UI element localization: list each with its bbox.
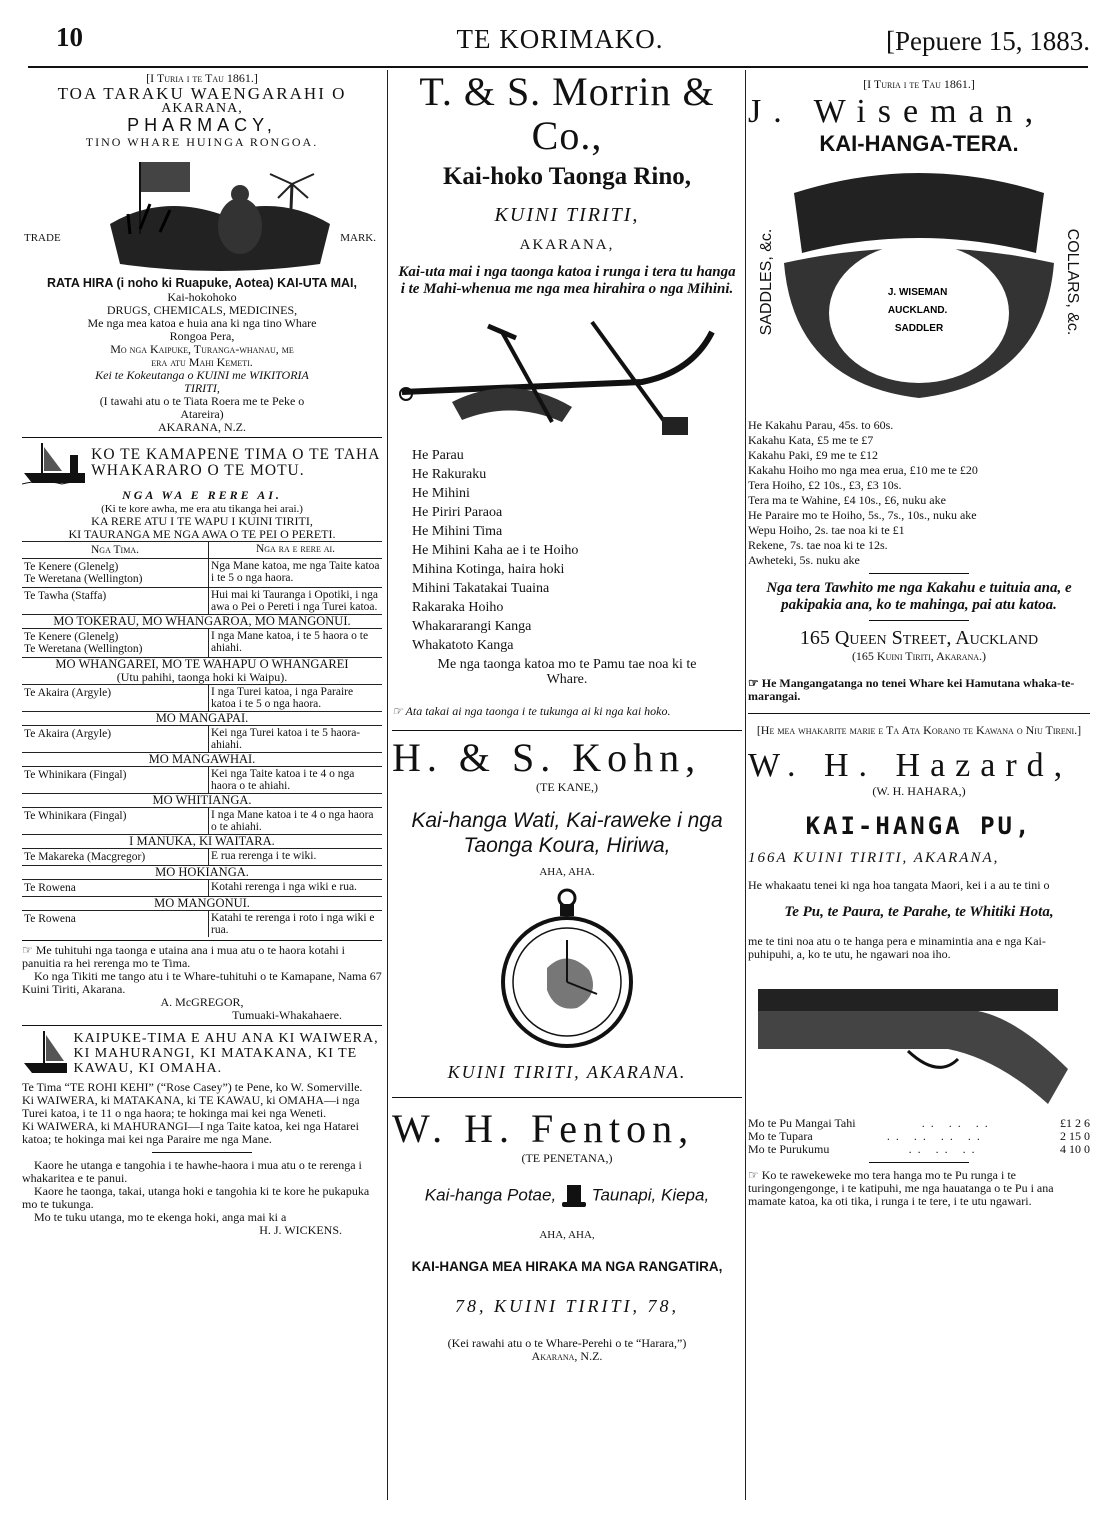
gun-label: Mo te Pu Mangai Tahi [748, 1116, 856, 1130]
mark-label: MARK. [340, 232, 376, 244]
list-item: Rakaraka Hoiho [412, 600, 504, 615]
ad-subtitle: (TE KANE,) [536, 780, 598, 794]
ad-paragraph: Te Tima “TE ROHI KEHI” (“Rose Casey”) te Pene, ko W. Somerville. [22, 1080, 363, 1094]
established-note: [I Turia i te Tau 1861.] [863, 77, 975, 91]
list-item: Rekene, 7s. tae noa ki te 12s. [748, 538, 888, 552]
ad-title: T. & S. Morrin & Co., [419, 70, 715, 158]
days-cell: I nga Turei katoa, i nga Paraire katoa i te 5 o nga haora. [208, 685, 382, 711]
ad-footer: Akarana, N.Z. [531, 1349, 603, 1363]
saddle-emblem [748, 163, 1090, 413]
packing-note [392, 705, 742, 718]
ad-subtitle: (W. H. HAHARA,) [872, 784, 966, 798]
hazard-ad [748, 724, 1090, 1208]
divider [869, 620, 969, 621]
list-item: He Piriri Paraoa [412, 505, 503, 520]
ad-subtitle: KAI-HANGA-TERA. [819, 131, 1019, 156]
table-row [22, 807, 382, 834]
plough-image [392, 312, 732, 442]
divider [22, 940, 382, 941]
days-cell: I nga Mane katoa, i te 5 haora o te ahiahi. [208, 629, 382, 657]
section-heading: I MANUKA, KI WAITARA. [22, 834, 382, 848]
days-cell: Nga Mane katoa, me nga Taite katoa i te 5 o nga haora. [208, 559, 382, 587]
divider [22, 437, 382, 438]
section-heading: MO MANGAWHAI. [22, 752, 382, 766]
steamer-cell: Te Kenere (Glenelg) Te Weretana (Wellington) [24, 631, 143, 655]
days-cell: Kei nga Turei katoa i te 5 haora-ahiahi. [208, 726, 382, 752]
steamship-image [22, 1029, 67, 1077]
company-name: KO TE KAMAPENE TIMA O TE TAHA WHAKARARO O TE MOTU. [91, 446, 380, 479]
steamship-image [22, 441, 85, 485]
rifle-image [748, 979, 1078, 1109]
ad-paragraph: Kaore he taonga, takai, utanga hoki e tangohia ki te kore he pukapuka mo te tukunga. [22, 1184, 370, 1211]
ad-line: Atareira) [180, 407, 224, 421]
ad-line: era atu Mahi Kemeti. [151, 355, 253, 369]
divider [22, 1025, 382, 1026]
table-row [22, 848, 382, 865]
ad-title: W. H. Hazard, [748, 747, 1073, 784]
gun-price: £1 2 6 [1060, 1116, 1090, 1130]
ad-subtitle: (TE PENETANA,) [521, 1151, 613, 1165]
list-item: Kakahu Paki, £9 me te £12 [748, 448, 878, 462]
pocket-watch-image [497, 884, 637, 1054]
table-row: Mo te Pu Mangai Tahi .. .. .. £1 2 6 [748, 1116, 1090, 1130]
pharmacy-ad [22, 72, 382, 434]
divider [869, 573, 969, 574]
stamp-trade: SADDLER [894, 323, 944, 334]
divider [392, 1097, 742, 1098]
list-item: Whakararangi Kanga [412, 619, 532, 634]
ad-title-city: AKARANA, [161, 101, 243, 116]
pointing-hand-icon: ☞ [22, 943, 36, 957]
kohn-ad [392, 735, 742, 1083]
route-heading: KI TAURANGA ME NGA AWA O TE PEI O PERETI. [68, 527, 336, 541]
ad-italic-note: Te Pu, te Paura, te Parahe, te Whitiki Hota, [784, 904, 1054, 920]
steamer-company-ad [22, 441, 382, 1022]
ad-paragraph: Ki WAIWERA, ki MAHURANGI—I nga Taite katoa, kei nga Hatarei katoa; te hokinga mai kei nga Paraire me nga Mane. [22, 1119, 359, 1146]
list-item: Mihini Takatakai Tuaina [412, 581, 550, 596]
days-cell: E rua rerenga i te wiki. [208, 849, 382, 865]
list-item: Tera ma te Wahine, £4 10s., £6, nuku ake [748, 493, 946, 507]
appointment-notice: [He mea whakarite marie e Ta Ata Korano te Kawana o Niu Tireni.] [756, 723, 1082, 737]
description-part: Taunapi, Kiepa, [591, 1185, 710, 1205]
divider [869, 1162, 969, 1163]
ad-line: Kai-hokohoko [167, 290, 237, 304]
table-row [22, 628, 382, 657]
issue-date: [Pepuere 15, 1883. [886, 26, 1090, 56]
list-item: He Rakuraku [412, 467, 487, 482]
saddles-label: SADDLES, &c. [758, 228, 775, 336]
ticket-notice: Ko nga Tikiti me tango atu i te Whare-tuhituhi o te Kamapane, Nama 67 Kuini Tiriti, Akarana. [22, 969, 382, 996]
ad-paragraph: He whakaatu tenei ki nga hoa tangata Maori, kei i a au te tini o [748, 878, 1050, 892]
ad-address: KUINI TIRITI, AKARANA. [447, 1062, 687, 1082]
ad-line: AKARANA, N.Z. [158, 420, 246, 434]
note-text: Ko te rawekeweke mo tera hanga mo te Pu runga i te turingongengonge, i te katipuhi, me nga hauatanga o te Pu i ana mamate katoa, ka oti tika, i runga i te tere, i te utu ngawari. [748, 1168, 1054, 1208]
column-header-days: Nga ra e rere ai. [208, 542, 382, 558]
ad-line: Me nga mea katoa e huia ana ki nga tino Whare [87, 316, 317, 330]
column-2 [392, 70, 742, 1510]
column-3 [748, 70, 1090, 1510]
route-heading: KA RERE ATU I TE WAPU I KUINI TIRITI, [91, 514, 313, 528]
ad-line: Rongoa Pera, [169, 329, 235, 343]
steamer-cell: Te Akaira (Argyle) [24, 728, 112, 740]
ad-description: Kai-hanga Wati, Kai-raweke i nga Taonga Koura, Hiriwa, [411, 809, 723, 857]
ad-description [392, 1183, 742, 1209]
table-row: Mo te Purukumu .. .. .. 4 10 0 [748, 1142, 1090, 1156]
list-item: He Mihini [412, 486, 470, 501]
list-item: He Mihini Kaha ae i te Hoiho [412, 543, 579, 558]
ad-line: TIRITI, [184, 381, 220, 395]
steamer-cell: Te Tawha (Staffa) [24, 590, 107, 602]
steamer-cell: Te Makareka (Macgregor) [24, 851, 146, 863]
column-divider [387, 70, 388, 1500]
wiseman-ad [748, 78, 1090, 703]
section-heading: MO WHANGAREI, MO TE WAHAPU O WHANGAREI [22, 657, 382, 671]
steamer-cell: Te Kenere (Glenelg) Te Weretana (Wellington) [24, 561, 143, 585]
table-row [22, 587, 382, 614]
stamp-name: J. WISEMAN [887, 287, 948, 298]
gun-price-list [748, 1117, 1090, 1156]
established-note: [I Turia i te Tau 1861.] [146, 71, 258, 85]
ad-address: 165 Queen Street, Auckland [799, 627, 1039, 649]
repair-note [748, 1169, 1090, 1208]
ad-title: H. & S. Kohn, [392, 735, 702, 780]
steamer-cell: Te Akaira (Argyle) [24, 687, 112, 699]
pointing-hand-icon: ☞ [748, 1168, 762, 1182]
manager-name: A. McGREGOR, [160, 995, 244, 1009]
list-item: Kakahu Kata, £5 me te £7 [748, 433, 874, 447]
ad-paragraph: Ki WAIWERA, ki MATAKANA, ki TE KAWAU, ki OMAHA—i nga Turei katoa, i te 11 o nga haora; te hokinga mai kei nga Weneti. [22, 1093, 360, 1120]
divider [748, 713, 1090, 714]
column-divider [745, 70, 746, 1500]
column-1 [22, 70, 382, 1510]
table-row [22, 558, 382, 587]
ad-footer: Me nga taonga katoa mo te Pamu tae noa ki te Whare. [437, 657, 697, 687]
top-hat-icon [561, 1183, 587, 1209]
ad-address: 166A KUINI TIRITI, AKARANA, [748, 850, 1000, 866]
price-list [748, 419, 1090, 567]
pointing-hand-icon: ☞ [392, 704, 406, 718]
table-row [22, 725, 382, 752]
page-number: 10 [56, 22, 83, 52]
stamp-city: AUCKLAND. [887, 305, 948, 316]
aha-line: AHA, AHA, [539, 1229, 595, 1241]
route-title: KAIPUKE-TIMA E AHU ANA KI WAIWERA, KI MAHURANGI, KI MATAKANA, KI TE KAWAU, KI OMAHA. [73, 1030, 379, 1076]
table-row [22, 910, 382, 937]
section-heading: MO WHITIANGA. [22, 793, 382, 807]
ad-title: J. Wiseman, [748, 93, 1046, 130]
freight-notice [22, 944, 382, 970]
gun-price: 2 15 0 [1060, 1129, 1090, 1143]
section-heading: MO TOKERAU, MO WHANGAROA, MO MANGONUI. [22, 614, 382, 628]
newspaper-title: TE KORIMAKO. [456, 24, 664, 54]
kiwi-emblem-image [100, 154, 340, 272]
ad-paragraph: me te tini noa atu o te hanga pera e minamintia ana e nga Kai-puhipuhi, a, ko te utu, he ngawari noa iho. [748, 934, 1046, 961]
list-item: Awheteki, 5s. nuku ake [748, 553, 860, 567]
list-item: He Parau [412, 448, 464, 463]
ad-description: Kai-uta mai i nga taonga katoa i runga i tera tu hanga i te Mahi-whenua me nga mea hirahira o nga Mihini. [398, 264, 736, 297]
days-cell: Katahi te rerenga i roto i nga wiki e rua. [208, 911, 382, 937]
ad-footer: (Kei rawahi atu o te Whare-Perehi o te “Harara,”) [447, 1336, 687, 1350]
days-cell: Hui mai ki Tauranga i Opotiki, i nga awa o Pei o Pereti i nga Turei katoa. [208, 588, 382, 614]
ad-line: (I tawahi atu o te Tiata Roera me te Peke o [99, 394, 305, 408]
weather-note: (Ki te kore awha, me era atu tikanga hei arai.) [101, 503, 303, 515]
list-item: Kakahu Hoiho mo nga mea erua, £10 me te £20 [748, 463, 978, 477]
divider [392, 730, 742, 731]
steamer-cell: Te Whinikara (Fingal) [24, 810, 127, 822]
column-header-steamers: Nga Tima. [91, 544, 139, 556]
table-row [22, 766, 382, 793]
ad-subtitle: Kai-hoko Taonga Rino, [442, 163, 691, 190]
ad-address: 78, KUINI TIRITI, 78, [455, 1296, 679, 1316]
ad-address-maori: (165 Kuini Tiriti, Akarana.) [851, 649, 987, 663]
trade-label: TRADE [24, 232, 61, 244]
signature-name: H. J. WICKENS. [259, 1223, 342, 1237]
gun-price: 4 10 0 [1060, 1142, 1090, 1156]
days-cell: I nga Mane katoa i te 4 o nga haora o te ahiahi. [208, 808, 382, 834]
ad-title: TOA TARAKU WAENGARAHI O [57, 84, 347, 103]
ad-line: Mo nga Kaipuke, Turanga-whanau, me [110, 342, 294, 356]
description-part: Kai-hanga Potae, [424, 1185, 557, 1205]
ad-subtitle: TINO WHARE HUINGA RONGOA. [85, 135, 319, 149]
section-heading: MO MANGAPAI. [22, 711, 382, 725]
pointing-hand-icon: ☞ [748, 676, 762, 690]
morrin-ad [392, 70, 742, 718]
days-cell: Kei nga Taite katoa i te 4 o nga haora o te ahiahi. [208, 767, 382, 793]
product-list [412, 448, 742, 653]
page-header [30, 22, 1090, 62]
gun-label: Mo te Purukumu [748, 1142, 830, 1156]
divider [152, 1152, 252, 1153]
table-header [22, 541, 382, 558]
header-rule [28, 66, 1088, 68]
ad-line: DRUGS, CHEMICALS, MEDICINES, [106, 303, 298, 317]
schedule-heading: NGA WA E RERE AI. [122, 488, 282, 502]
note-text: He Mangangatanga no tenei Whare kei Hamutana whaka-te-marangai. [748, 676, 1075, 703]
steamer-cell: Te Whinikara (Fingal) [24, 769, 127, 781]
ad-line: KAI-HANGA MEA HIRAKA MA NGA RANGATIRA, [411, 1259, 723, 1274]
ad-italic-note: Nga tera Tawhito me nga Kakahu e tuituia ana, e pakipakia ana, ko te mahinga, pai atu katoa. [766, 580, 1072, 613]
gun-label: Mo te Tupara [748, 1129, 813, 1143]
list-item: He Mihini Tima [412, 524, 503, 539]
section-heading: MO HOKIANGA. [22, 865, 382, 879]
ad-paragraph: Mo te tuku utanga, mo te ekenga hoki, anga mai ki a [34, 1210, 287, 1224]
steamer-route-ad [22, 1029, 382, 1237]
note-text: Ata takai ai nga taonga i te tukunga ai ki nga kai hoko. [405, 704, 671, 718]
branch-note [748, 677, 1090, 703]
notice-text: Me tuhituhi nga taonga e utaina ana i mua atu o te haora kotahi i panuitia ra hei rerenga mo te Tima. [22, 943, 345, 970]
pharmacy-heading: PHARMACY, [127, 115, 277, 135]
collars-label: COLLARS, &c. [1064, 228, 1081, 336]
city-name: AKARANA, [519, 237, 615, 253]
table-row [22, 684, 382, 711]
table-row [22, 879, 382, 896]
saddle-image [774, 163, 1064, 413]
trade-mark-emblem [22, 154, 382, 272]
table-row: Mo te Tupara .. .. .. .. 2 15 0 [748, 1129, 1090, 1143]
list-item: Mihina Kotinga, haira hoki [412, 562, 565, 577]
steamer-cell: Te Rowena [24, 882, 76, 894]
ad-paragraph: Kaore he utanga e tangohia i te hawhe-haora i mua atu o te rerenga i whakaritea e te panui. [22, 1158, 362, 1185]
list-item: Wepu Hoiho, 2s. tae noa ki te £1 [748, 523, 905, 537]
list-item: He Kakahu Parau, 45s. to 60s. [748, 418, 894, 432]
days-cell: Kotahi rerenga i nga wiki e rua. [208, 880, 382, 896]
steamer-cell: Te Rowena [24, 913, 76, 925]
saddle-stamp [888, 287, 950, 334]
aha-line: AHA, AHA. [539, 866, 595, 878]
list-item: Tera Hoiho, £2 10s., £3, £3 10s. [748, 478, 902, 492]
ad-title: W. H. Fenton, [392, 1106, 695, 1151]
ad-line: Kei te Kokeutanga o KUINI me WIKITORIA [95, 368, 309, 382]
list-item: Whakatoto Kanga [412, 638, 514, 653]
fenton-ad [392, 1106, 742, 1363]
section-heading: MO MANGONUI. [22, 896, 382, 910]
section-note: (Utu pahihi, taonga hoki ki Waipu). [116, 670, 288, 684]
pharmacist-line: RATA HIRA (i noho ki Ruapuke, Aotea) KAI-UTA MAI, [47, 276, 357, 290]
manager-title: Tumuaki-Whakahaere. [232, 1008, 342, 1022]
list-item: He Paraire mo te Hoiho, 5s., 7s., 10s., nuku ake [748, 508, 977, 522]
street-name: KUINI TIRITI, [494, 204, 640, 226]
ad-headline: KAI-HANGA PU, [805, 812, 1033, 840]
